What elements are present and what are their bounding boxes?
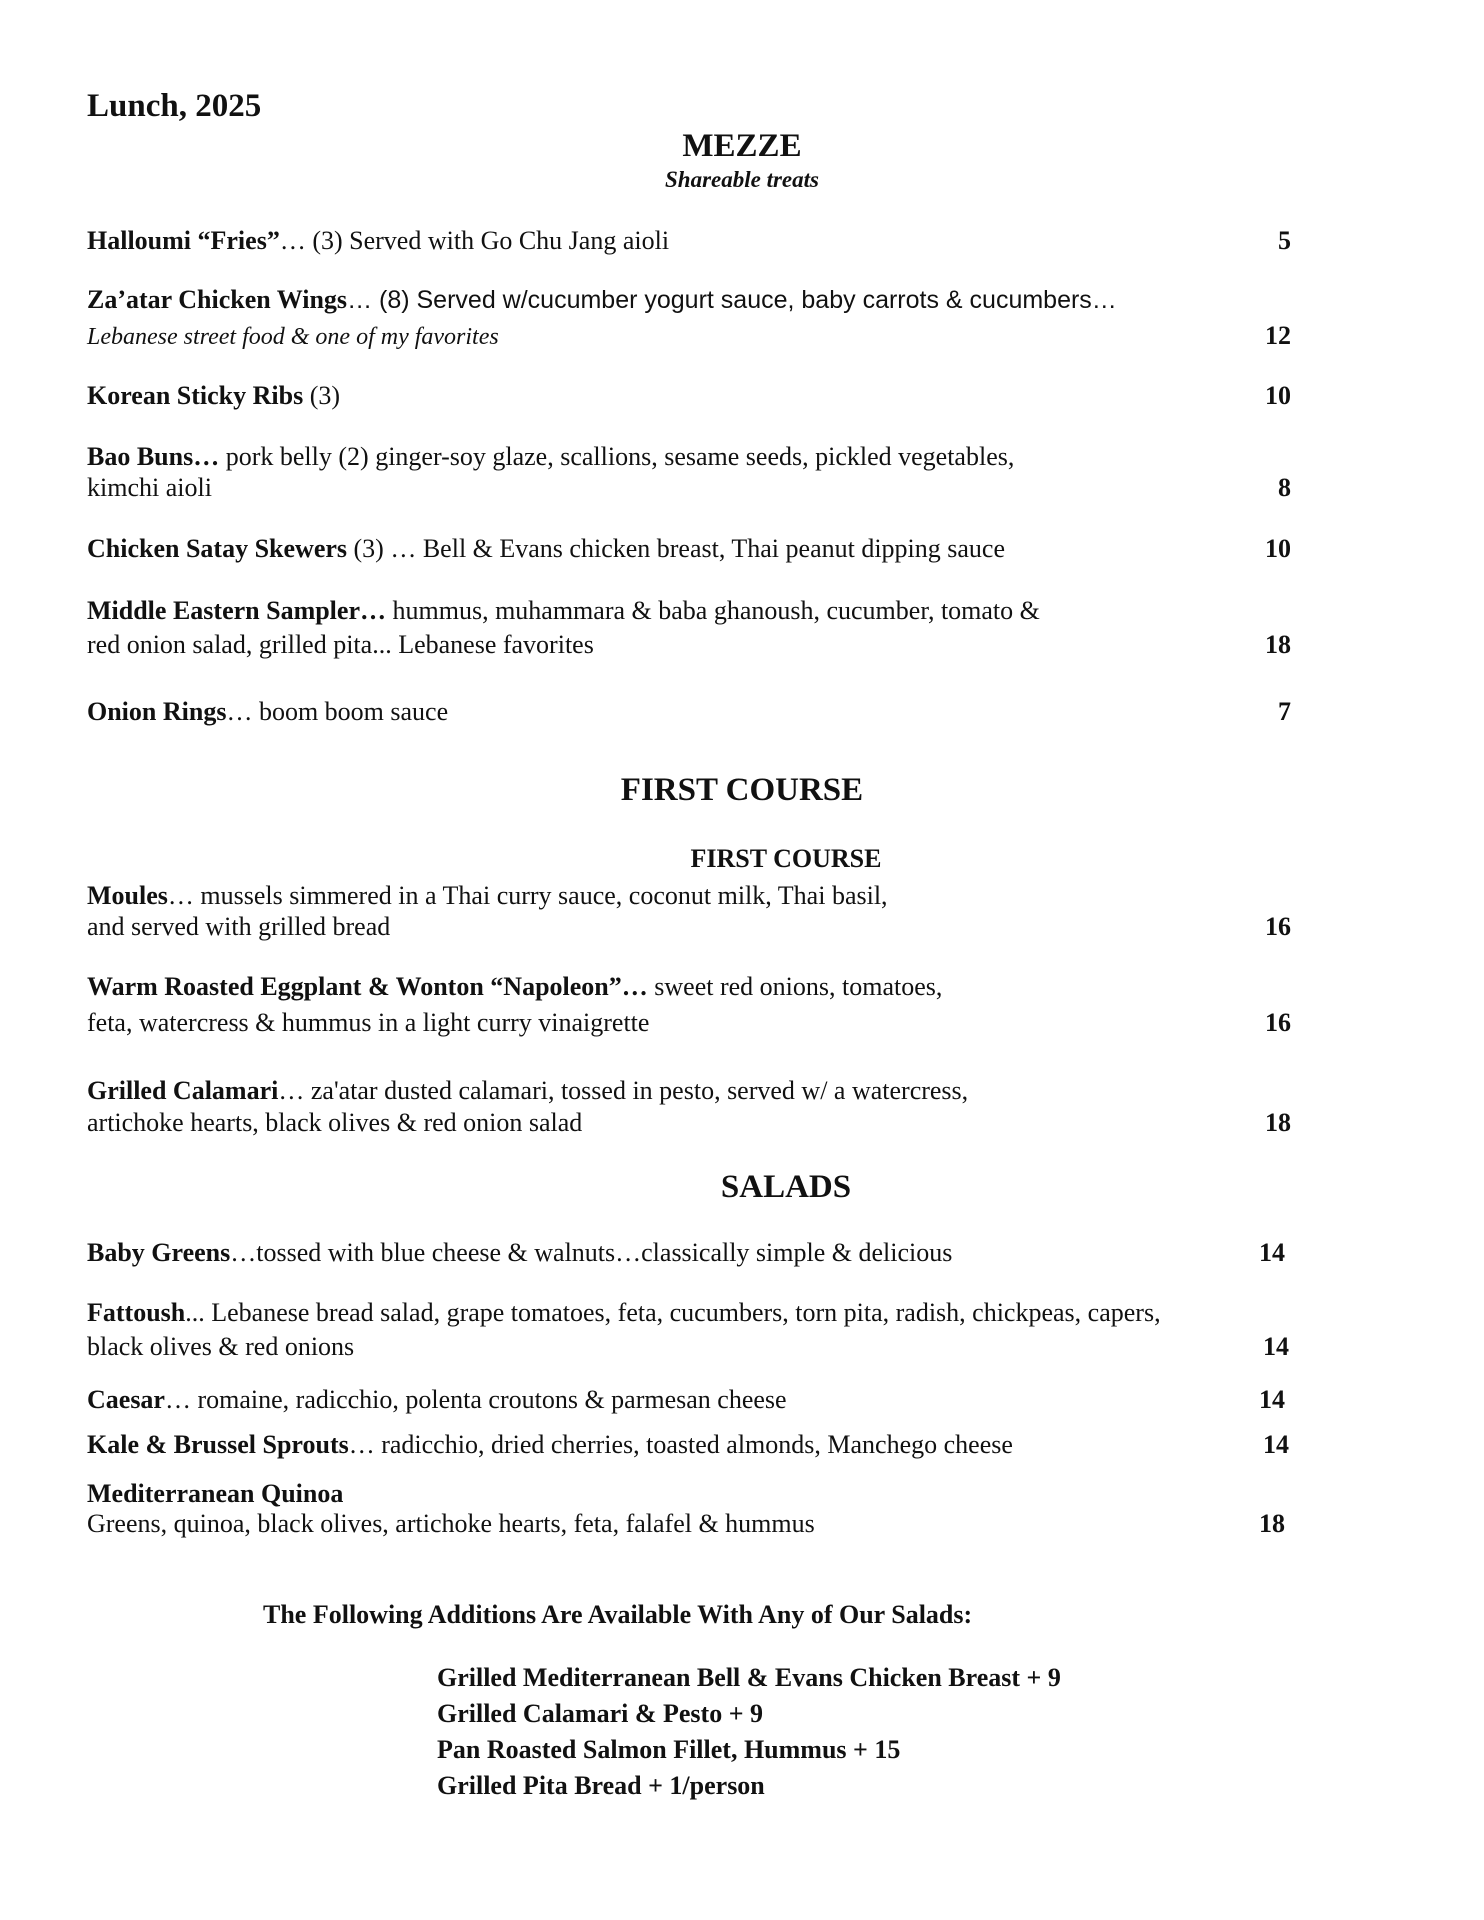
item-price: 14 xyxy=(1259,1238,1285,1267)
item-price: 10 xyxy=(1265,534,1291,563)
item-name: Caesar xyxy=(87,1385,165,1414)
item-name: Middle Eastern Sampler… xyxy=(87,596,386,625)
menu-item-baby-greens xyxy=(87,1237,952,1269)
item-price: 14 xyxy=(1263,1430,1289,1459)
item-name: Kale & Brussel Sprouts xyxy=(87,1430,349,1459)
item-description: hummus, muhammara & baba ghanoush, cucumber, tomato & xyxy=(386,596,1040,625)
menu-item-kale-brussel-sprouts xyxy=(87,1429,1013,1461)
item-price: 16 xyxy=(1265,1008,1291,1037)
menu-item-caesar xyxy=(87,1384,787,1416)
menu-item-bao-buns xyxy=(87,441,1014,473)
menu-item-satay xyxy=(87,533,1005,565)
item-price: 8 xyxy=(1278,473,1291,502)
item-description-cont: Greens, quinoa, black olives, artichoke hearts, feta, falafel & hummus xyxy=(87,1509,815,1538)
item-description-cont: artichoke hearts, black olives & red onion salad xyxy=(87,1108,583,1137)
item-description: (3) … Bell & Evans chicken breast, Thai peanut dipping sauce xyxy=(347,534,1006,563)
item-description: pork belly (2) ginger-soy glaze, scallions, sesame seeds, pickled vegetables, xyxy=(219,442,1015,471)
item-note: Lebanese street food & one of my favorites xyxy=(87,324,499,350)
addition-item: Grilled Mediterranean Bell & Evans Chicken Breast + 9 xyxy=(437,1663,1061,1692)
menu-item-zaatar-wings xyxy=(87,284,1117,316)
item-name: Fattoush xyxy=(87,1298,186,1327)
menu-item-mediterranean-quinoa: Mediterranean Quinoa xyxy=(87,1479,344,1508)
menu-item-sampler xyxy=(87,595,1040,627)
item-description-cont: black olives & red onions xyxy=(87,1332,355,1361)
item-price: 14 xyxy=(1259,1385,1285,1414)
item-name: Grilled Calamari xyxy=(87,1076,279,1105)
menu-item-halloumi xyxy=(87,225,669,257)
item-description: … boom boom sauce xyxy=(226,697,449,726)
mezze-subheading: Shareable treats xyxy=(665,167,819,192)
item-description: … radicchio, dried cherries, toasted almonds, Manchego cheese xyxy=(348,1430,1013,1459)
item-name: Bao Buns… xyxy=(87,442,220,471)
item-price: 7 xyxy=(1278,697,1291,726)
item-name: Za’atar Chicken Wings xyxy=(87,285,348,314)
item-price: 5 xyxy=(1278,226,1291,255)
menu-item-grilled-calamari xyxy=(87,1075,968,1107)
item-description-cont: feta, watercress & hummus in a light curry vinaigrette xyxy=(87,1008,650,1037)
item-description: … (8) Served w/cucumber yogurt sauce, baby carrots & cucumbers… xyxy=(347,286,1117,314)
menu-item-fattoush xyxy=(87,1297,1161,1329)
item-name: Moules xyxy=(87,881,168,910)
item-description: sweet red onions, tomatoes, xyxy=(647,972,943,1001)
first-course-heading: FIRST COURSE xyxy=(620,772,864,808)
addition-item: Grilled Calamari & Pesto + 9 xyxy=(437,1699,764,1728)
first-course-subheading: FIRST COURSE xyxy=(690,844,882,873)
item-name: Warm Roasted Eggplant & Wonton “Napoleon”… xyxy=(87,972,648,1001)
item-price: 18 xyxy=(1259,1509,1285,1538)
addition-item: Grilled Pita Bread + 1/person xyxy=(437,1771,765,1800)
item-description: … mussels simmered in a Thai curry sauce, coconut milk, Thai basil, xyxy=(167,881,888,910)
item-description-cont: kimchi aioli xyxy=(87,473,212,502)
addition-item: Pan Roasted Salmon Fillet, Hummus + 15 xyxy=(437,1735,901,1764)
item-price: 18 xyxy=(1265,1108,1291,1137)
item-description: … (3) Served with Go Chu Jang aioli xyxy=(279,226,670,255)
item-price: 16 xyxy=(1265,912,1291,941)
item-price: 10 xyxy=(1265,381,1291,410)
item-price: 18 xyxy=(1265,630,1291,659)
menu-item-korean-ribs xyxy=(87,380,340,412)
menu-item-eggplant-napoleon xyxy=(87,971,942,1003)
item-price: 14 xyxy=(1263,1332,1289,1361)
additions-heading: The Following Additions Are Available With Any of Our Salads: xyxy=(263,1600,973,1629)
item-description-cont: and served with grilled bread xyxy=(87,912,391,941)
item-description: … za'atar dusted calamari, tossed in pesto, served w/ a watercress, xyxy=(278,1076,969,1105)
menu-item-moules xyxy=(87,880,888,912)
item-description: (3) xyxy=(303,381,341,410)
item-name: Baby Greens xyxy=(87,1238,231,1267)
item-description: …tossed with blue cheese & walnuts…classically simple & delicious xyxy=(230,1238,953,1267)
mezze-heading: MEZZE xyxy=(682,128,802,164)
item-name: Korean Sticky Ribs xyxy=(87,381,304,410)
item-description-cont: red onion salad, grilled pita... Lebanese favorites xyxy=(87,630,594,659)
item-description: ... Lebanese bread salad, grape tomatoes, feta, cucumbers, torn pita, radish, chickpeas, capers, xyxy=(185,1298,1161,1327)
item-description: … romaine, radicchio, polenta croutons & parmesan cheese xyxy=(164,1385,787,1414)
salads-heading: SALADS xyxy=(720,1169,852,1205)
item-name: Onion Rings xyxy=(87,697,227,726)
menu-item-onion-rings xyxy=(87,696,448,728)
item-name: Halloumi “Fries” xyxy=(87,226,280,255)
item-name: Chicken Satay Skewers xyxy=(87,534,348,563)
page-title: Lunch, 2025 xyxy=(87,88,262,124)
item-price: 12 xyxy=(1265,321,1291,350)
